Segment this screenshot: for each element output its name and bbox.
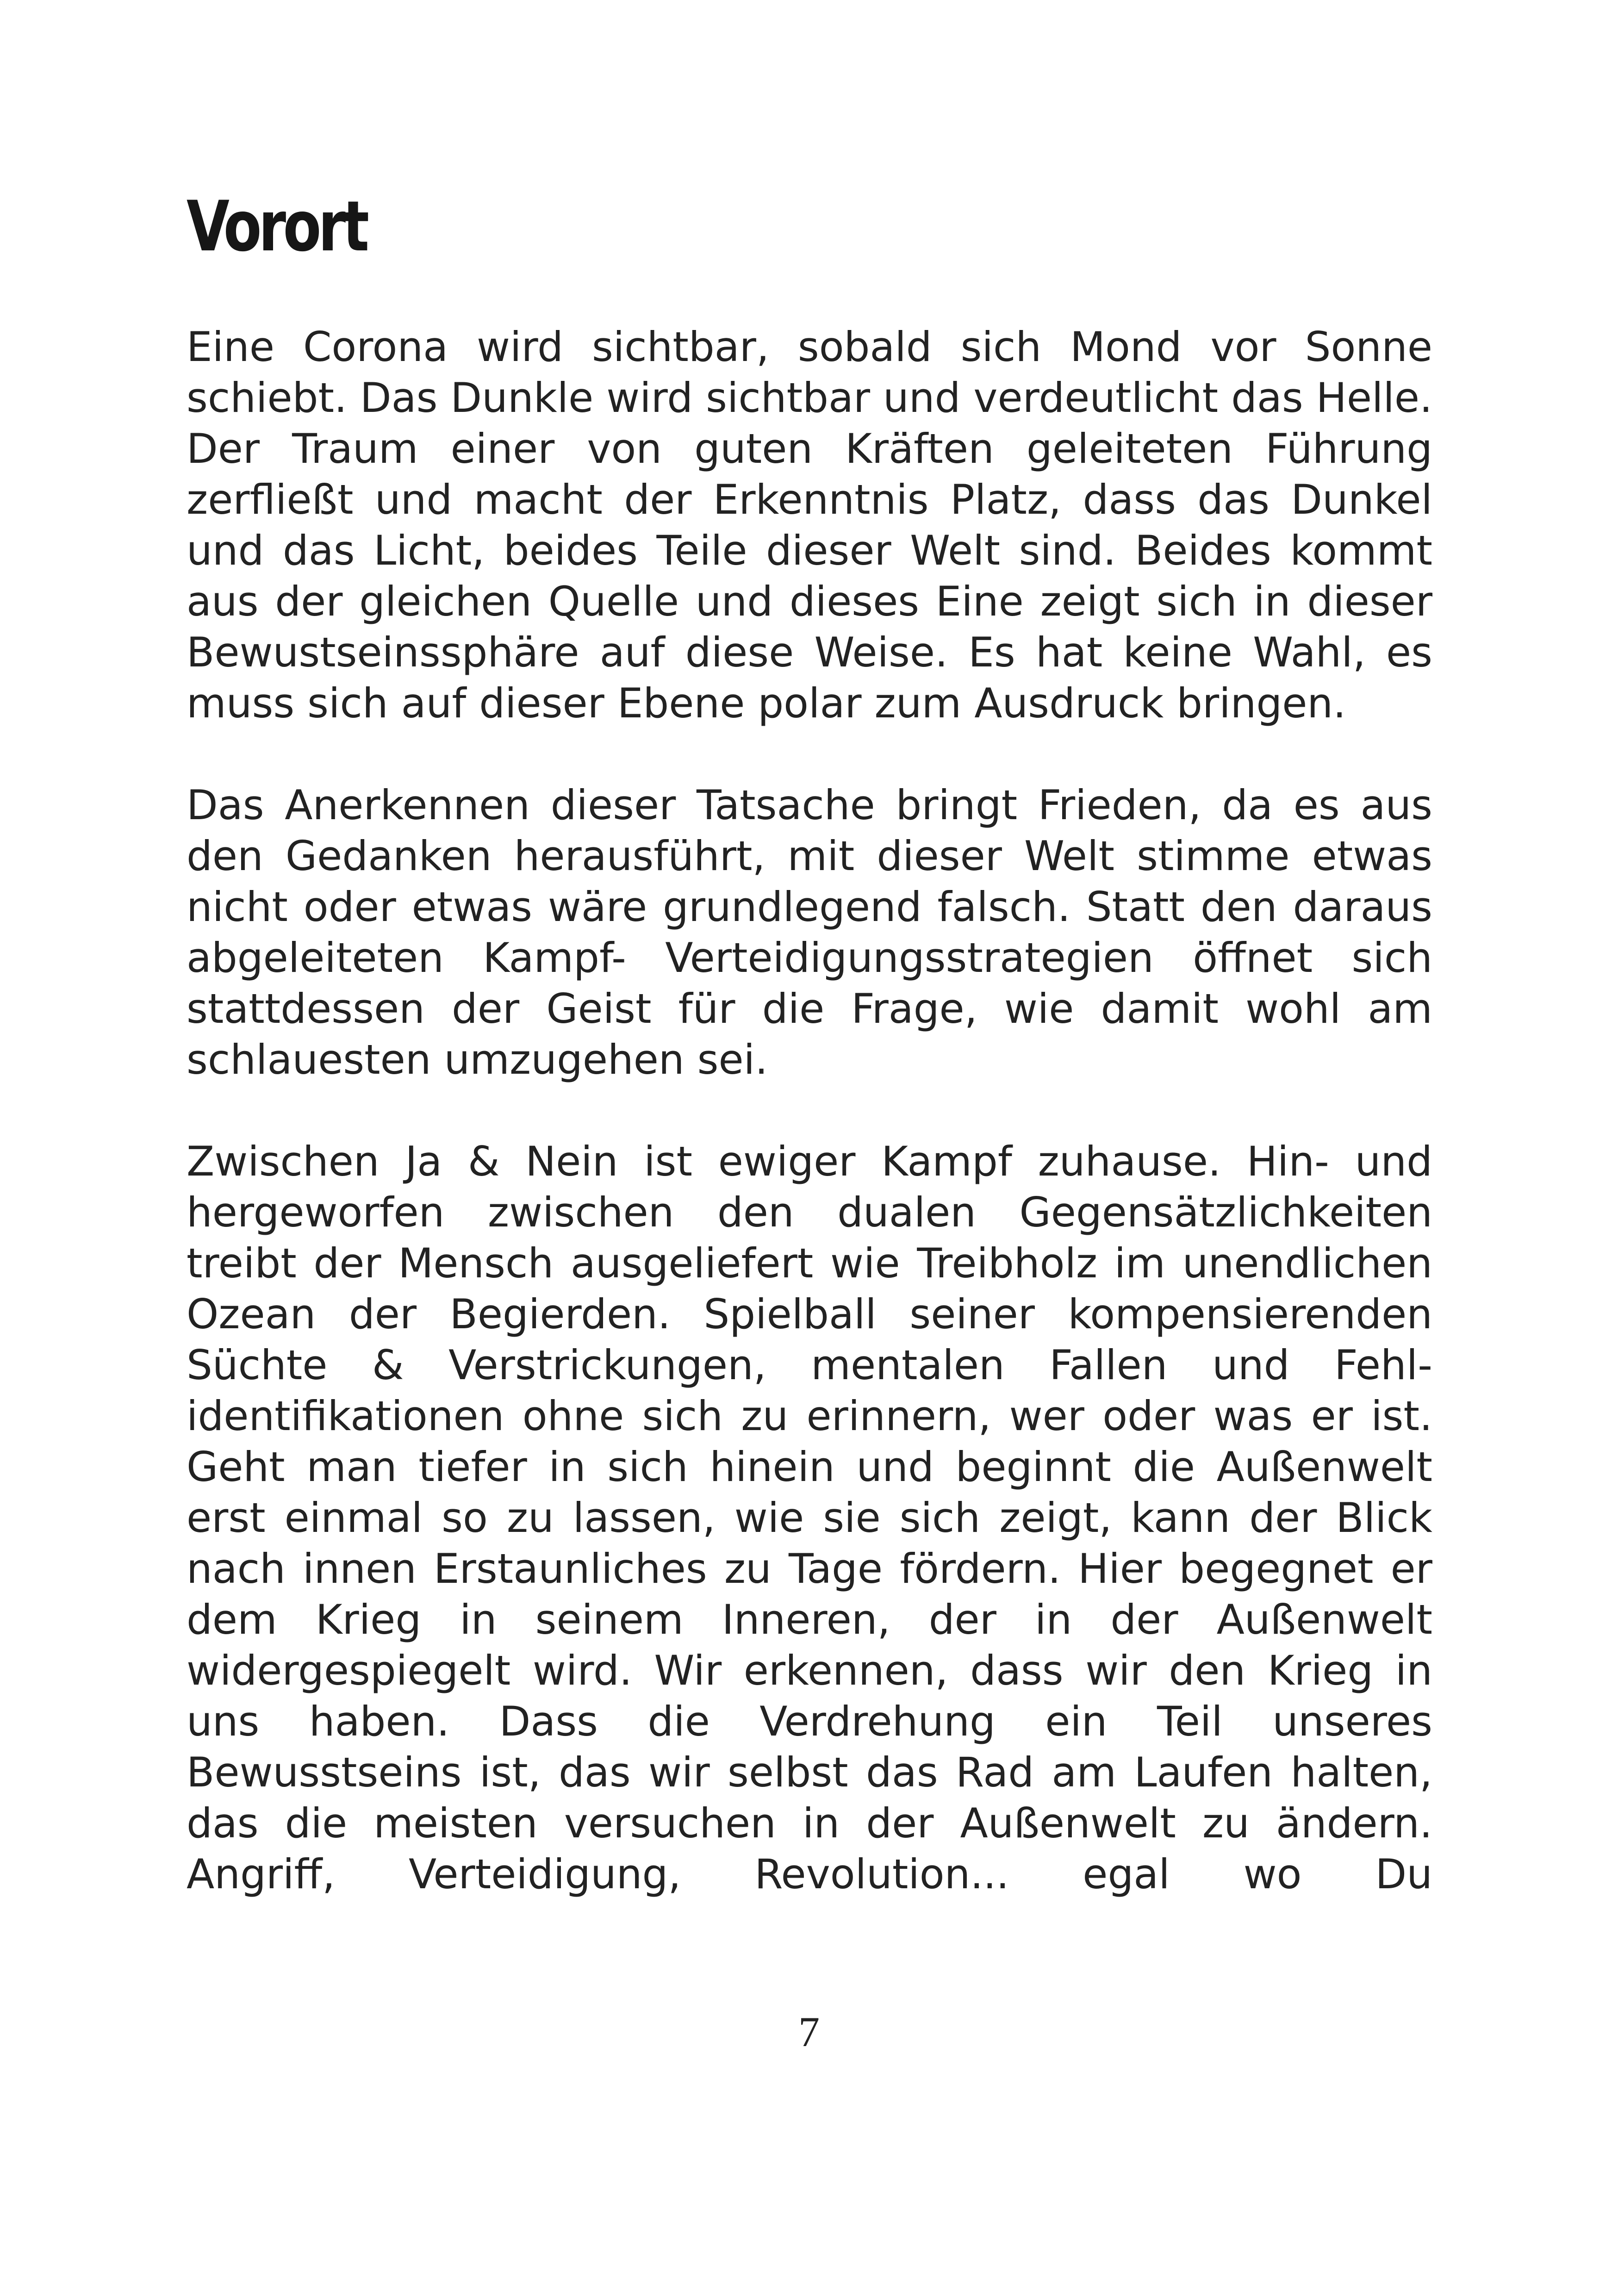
body-text (187, 322, 1432, 1900)
chapter-title: Vorort (187, 187, 367, 267)
paragraph-3: Zwischen Ja & Nein ist ewiger Kampf zuhause. Hin- und hergeworfen zwischen den dualen Gegensätzlichkeiten treibt der Mensch ausgeliefert wie Treibholz im unendlichen Ozean der Begierden. Spielball seiner kompensierenden Süchte & Verstrickungen, mentalen Fallen und Fehl-identifikationen ohne sich zu erinnern, wer oder was er ist. Geht man tiefer in sich hinein und beginnt die Außenwelt erst einmal so zu lassen, wie sie sich zeigt, kann der Blick nach innen Erstaunliches zu Tage fördern. Hier begegnet er dem Krieg in seinem Inneren, der in der Außenwelt widergespiegelt wird. Wir erkennen, dass wir den Krieg in uns haben. Dass die Verdrehung ein Teil unseres Bewusstseins ist, das wir selbst das Rad am Laufen halten, das die meisten versuchen in der Außenwelt zu ändern. Angriff, Verteidigung, Revolution... egal wo Du (187, 1138, 1432, 1898)
paragraph-1: Eine Corona wird sichtbar, sobald sich Mond vor Sonne schiebt. Das Dunkle wird sichtbar und verdeutlicht das Helle. Der Traum einer von guten Kräften geleiteten Führung zerfließt und macht der Erkenntnis Platz, dass das Dunkel und das Licht, beides Teile dieser Welt sind. Beides kommt aus der gleichen Quelle und dieses Eine zeigt sich in dieser Bewustseinssphäre auf diese Weise. Es hat keine Wahl, es muss sich auf dieser Ebene polar zum Ausdruck bringen. (187, 323, 1432, 727)
paragraph-2: Das Anerkennen dieser Tatsache bringt Frieden, da es aus den Gedanken herausführt, mit dieser Welt stimme etwas nicht oder etwas wäre grundlegend falsch. Statt den daraus abgeleiteten Kampf- Verteidigungsstrategien öffnet sich stattdessen der Geist für die Frage, wie damit wohl am schlauesten umzugehen sei. (187, 781, 1432, 1083)
page-number: 7 (798, 2008, 820, 2055)
